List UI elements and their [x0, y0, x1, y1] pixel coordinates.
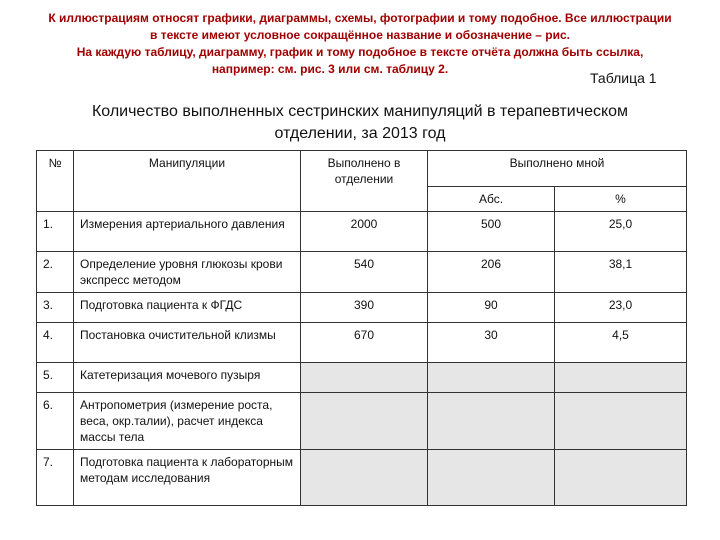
row-percent — [555, 393, 687, 450]
row-dept-count: 390 — [301, 293, 428, 323]
row-number: 2. — [37, 252, 74, 293]
table-row — [37, 323, 687, 363]
header-percent: % — [555, 187, 687, 212]
row-percent: 4,5 — [555, 323, 687, 363]
row-percent: 23,0 — [555, 293, 687, 323]
row-manipulation: Катетеризация мочевого пузыря — [74, 363, 301, 393]
row-dept-count: 670 — [301, 323, 428, 363]
table-row — [37, 363, 687, 393]
row-number: 4. — [37, 323, 74, 363]
row-percent: 38,1 — [555, 252, 687, 293]
row-manipulation: Измерения артериального давления — [74, 212, 301, 252]
row-dept-count: 540 — [301, 252, 428, 293]
note-line: например: см. рис. 3 или см. таблицу 2. — [211, 62, 449, 76]
illustrations-note — [40, 10, 680, 78]
table-label: Таблица 1 — [590, 70, 657, 86]
manipulations-table — [36, 150, 687, 506]
row-dept-count — [301, 363, 428, 393]
table-row — [37, 293, 687, 323]
table-caption: Количество выполненных сестринских манипуляций в терапевтическом отделении, за 2013 год — [91, 103, 629, 142]
table-row — [37, 450, 687, 506]
row-abs-count — [428, 393, 555, 450]
row-abs-count: 500 — [428, 212, 555, 252]
row-manipulation: Подготовка пациента к ФГДС — [74, 293, 301, 323]
row-number: 6. — [37, 393, 74, 450]
row-dept-count — [301, 393, 428, 450]
row-abs-count: 30 — [428, 323, 555, 363]
row-dept-count: 2000 — [301, 212, 428, 252]
header-manipulations: Манипуляции — [74, 151, 301, 212]
header-number: № — [37, 151, 74, 212]
row-abs-count — [428, 450, 555, 506]
row-percent: 25,0 — [555, 212, 687, 252]
row-number: 5. — [37, 363, 74, 393]
row-manipulation: Подготовка пациента к лабораторным методам исследования — [74, 450, 301, 506]
note-line: К иллюстрациям относят графики, диаграммы, схемы, фотографии и тому подобное. Все иллюстрации — [48, 11, 672, 25]
row-abs-count: 90 — [428, 293, 555, 323]
row-abs-count: 206 — [428, 252, 555, 293]
note-line: в тексте имеют условное сокращённое название и обозначение – рис. — [150, 28, 570, 42]
row-number: 7. — [37, 450, 74, 506]
table-row — [37, 393, 687, 450]
row-percent — [555, 450, 687, 506]
row-dept-count — [301, 450, 428, 506]
table-row — [37, 252, 687, 293]
header-done-in-department: Выполнено в отделении — [301, 151, 428, 212]
header-done-by-me: Выполнено мной — [428, 151, 687, 187]
row-percent — [555, 363, 687, 393]
row-manipulation: Определение уровня глюкозы крови экспресс методом — [74, 252, 301, 293]
row-manipulation: Постановка очистительной клизмы — [74, 323, 301, 363]
row-abs-count — [428, 363, 555, 393]
table-row — [37, 212, 687, 252]
header-absolute: Абс. — [428, 187, 555, 212]
row-number: 3. — [37, 293, 74, 323]
note-line: На каждую таблицу, диаграмму, график и тому подобное в тексте отчёта должна быть ссылка, — [76, 45, 644, 59]
row-manipulation: Антропометрия (измерение роста, веса, окр.талии), расчет индекса массы тела — [74, 393, 301, 450]
row-number: 1. — [37, 212, 74, 252]
